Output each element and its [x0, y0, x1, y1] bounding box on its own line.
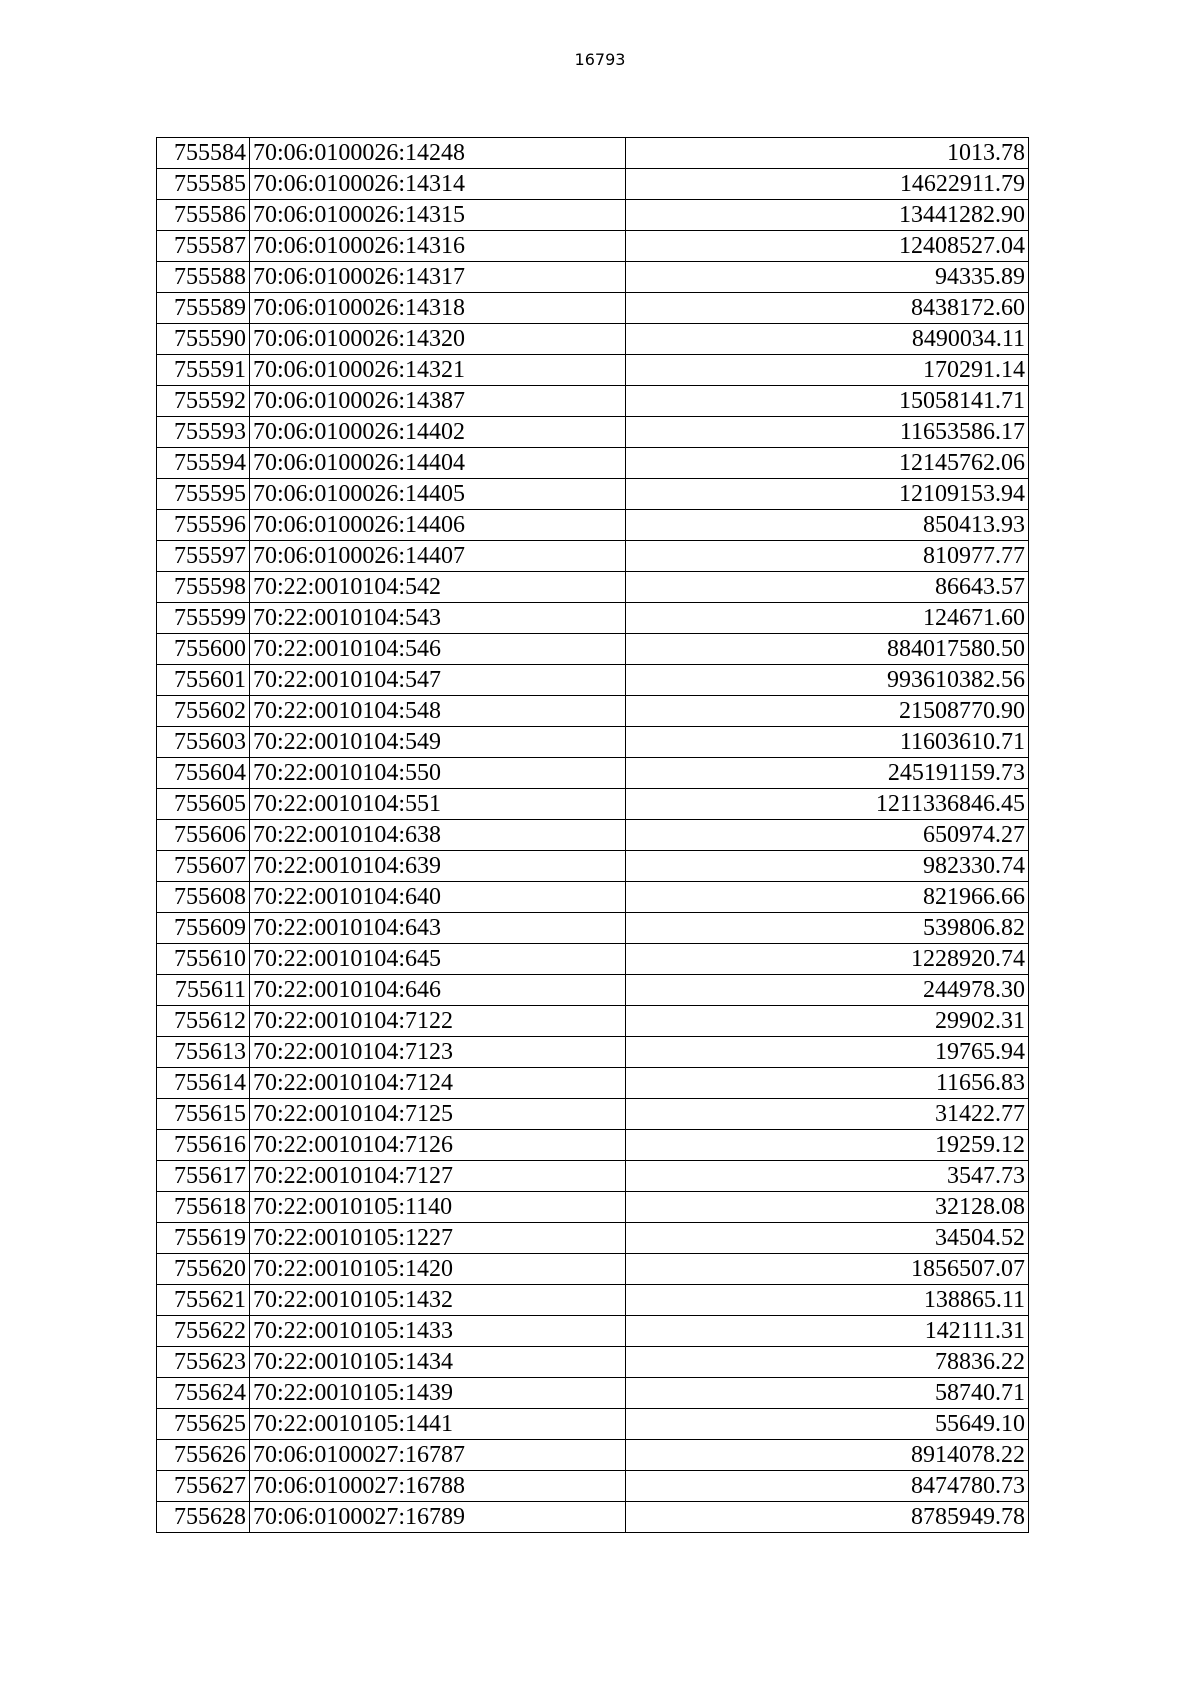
table-row [157, 1502, 1029, 1533]
row-number-cell: 755590 [157, 324, 250, 355]
cadastral-number-cell: 70:06:0100026:14387 [250, 386, 626, 417]
table-row [157, 727, 1029, 758]
row-number-cell: 755602 [157, 696, 250, 727]
cadastral-value-cell: 884017580.50 [626, 634, 1029, 665]
cadastral-value-cell: 245191159.73 [626, 758, 1029, 789]
cadastral-number-cell: 70:22:0010104:542 [250, 572, 626, 603]
cadastral-value-cell: 8914078.22 [626, 1440, 1029, 1471]
cadastral-number-cell: 70:22:0010104:7124 [250, 1068, 626, 1099]
row-number-cell: 755599 [157, 603, 250, 634]
row-number-cell: 755616 [157, 1130, 250, 1161]
cadastral-value-cell: 1013.78 [626, 138, 1029, 169]
table-row [157, 541, 1029, 572]
cadastral-value-cell: 86643.57 [626, 572, 1029, 603]
row-number-cell: 755593 [157, 417, 250, 448]
table-row [157, 510, 1029, 541]
table-row [157, 1471, 1029, 1502]
cadastral-number-cell: 70:22:0010105:1439 [250, 1378, 626, 1409]
row-number-cell: 755592 [157, 386, 250, 417]
cadastral-value-cell: 11653586.17 [626, 417, 1029, 448]
table-body [157, 138, 1029, 1533]
cadastral-number-cell: 70:22:0010104:550 [250, 758, 626, 789]
row-number-cell: 755620 [157, 1254, 250, 1285]
cadastral-number-cell: 70:22:0010105:1434 [250, 1347, 626, 1378]
table-row [157, 603, 1029, 634]
cadastral-number-cell: 70:06:0100026:14315 [250, 200, 626, 231]
table-row [157, 262, 1029, 293]
cadastral-number-cell: 70:22:0010105:1420 [250, 1254, 626, 1285]
cadastral-value-cell: 19259.12 [626, 1130, 1029, 1161]
row-number-cell: 755594 [157, 448, 250, 479]
cadastral-number-cell: 70:06:0100026:14406 [250, 510, 626, 541]
cadastral-value-cell: 13441282.90 [626, 200, 1029, 231]
table-row [157, 1192, 1029, 1223]
cadastral-number-cell: 70:22:0010104:543 [250, 603, 626, 634]
cadastral-number-cell: 70:06:0100027:16787 [250, 1440, 626, 1471]
cadastral-number-cell: 70:06:0100026:14317 [250, 262, 626, 293]
cadastral-number-cell: 70:06:0100026:14314 [250, 169, 626, 200]
row-number-cell: 755607 [157, 851, 250, 882]
page-number: 16793 [574, 50, 626, 69]
cadastral-value-cell: 31422.77 [626, 1099, 1029, 1130]
table-row [157, 572, 1029, 603]
cadastral-number-cell: 70:22:0010104:7127 [250, 1161, 626, 1192]
cadastral-number-cell: 70:22:0010104:548 [250, 696, 626, 727]
cadastral-number-cell: 70:22:0010104:7126 [250, 1130, 626, 1161]
table-row [157, 1037, 1029, 1068]
table-row [157, 1409, 1029, 1440]
row-number-cell: 755622 [157, 1316, 250, 1347]
cadastral-number-cell: 70:22:0010104:549 [250, 727, 626, 758]
cadastral-value-cell: 8785949.78 [626, 1502, 1029, 1533]
row-number-cell: 755624 [157, 1378, 250, 1409]
table-row [157, 1347, 1029, 1378]
table-row [157, 1161, 1029, 1192]
cadastral-value-cell: 539806.82 [626, 913, 1029, 944]
cadastral-value-cell: 8490034.11 [626, 324, 1029, 355]
cadastral-number-cell: 70:06:0100026:14320 [250, 324, 626, 355]
table-row [157, 386, 1029, 417]
cadastral-value-cell: 810977.77 [626, 541, 1029, 572]
table-row [157, 758, 1029, 789]
row-number-cell: 755596 [157, 510, 250, 541]
row-number-cell: 755612 [157, 1006, 250, 1037]
table-row [157, 355, 1029, 386]
cadastral-value-cell: 12109153.94 [626, 479, 1029, 510]
table-row [157, 1068, 1029, 1099]
cadastral-number-cell: 70:22:0010104:645 [250, 944, 626, 975]
table-row [157, 665, 1029, 696]
cadastral-value-cell: 12408527.04 [626, 231, 1029, 262]
cadastral-value-cell: 21508770.90 [626, 696, 1029, 727]
cadastral-number-cell: 70:22:0010104:546 [250, 634, 626, 665]
row-number-cell: 755598 [157, 572, 250, 603]
cadastral-value-cell: 32128.08 [626, 1192, 1029, 1223]
table-row [157, 634, 1029, 665]
cadastral-value-cell: 1228920.74 [626, 944, 1029, 975]
cadastral-value-cell: 1211336846.45 [626, 789, 1029, 820]
cadastral-number-cell: 70:22:0010105:1140 [250, 1192, 626, 1223]
cadastral-number-cell: 70:22:0010104:640 [250, 882, 626, 913]
table-row [157, 231, 1029, 262]
table-row [157, 789, 1029, 820]
cadastral-number-cell: 70:22:0010104:7125 [250, 1099, 626, 1130]
table-row [157, 1099, 1029, 1130]
table-row [157, 696, 1029, 727]
cadastral-value-cell: 993610382.56 [626, 665, 1029, 696]
cadastral-value-cell: 1856507.07 [626, 1254, 1029, 1285]
cadastral-value-cell: 58740.71 [626, 1378, 1029, 1409]
cadastral-value-cell: 142111.31 [626, 1316, 1029, 1347]
cadastral-number-cell: 70:22:0010104:643 [250, 913, 626, 944]
cadastral-value-cell: 29902.31 [626, 1006, 1029, 1037]
cadastral-value-cell: 8438172.60 [626, 293, 1029, 324]
row-number-cell: 755623 [157, 1347, 250, 1378]
table-row [157, 1440, 1029, 1471]
cadastral-number-cell: 70:06:0100026:14404 [250, 448, 626, 479]
row-number-cell: 755603 [157, 727, 250, 758]
row-number-cell: 755591 [157, 355, 250, 386]
row-number-cell: 755589 [157, 293, 250, 324]
cadastral-value-cell: 8474780.73 [626, 1471, 1029, 1502]
row-number-cell: 755609 [157, 913, 250, 944]
row-number-cell: 755615 [157, 1099, 250, 1130]
table-row [157, 1006, 1029, 1037]
cadastral-number-cell: 70:22:0010104:7123 [250, 1037, 626, 1068]
cadastral-number-cell: 70:22:0010104:551 [250, 789, 626, 820]
row-number-cell: 755621 [157, 1285, 250, 1316]
row-number-cell: 755605 [157, 789, 250, 820]
cadastral-value-cell: 11656.83 [626, 1068, 1029, 1099]
table-row [157, 913, 1029, 944]
row-number-cell: 755604 [157, 758, 250, 789]
table-row [157, 324, 1029, 355]
cadastral-value-cell: 94335.89 [626, 262, 1029, 293]
cadastral-number-cell: 70:06:0100026:14321 [250, 355, 626, 386]
row-number-cell: 755600 [157, 634, 250, 665]
table-row [157, 851, 1029, 882]
cadastral-number-cell: 70:22:0010105:1441 [250, 1409, 626, 1440]
cadastral-number-cell: 70:06:0100026:14248 [250, 138, 626, 169]
cadastral-value-cell: 821966.66 [626, 882, 1029, 913]
row-number-cell: 755619 [157, 1223, 250, 1254]
cadastral-number-cell: 70:06:0100026:14318 [250, 293, 626, 324]
cadastral-value-cell: 34504.52 [626, 1223, 1029, 1254]
cadastral-value-cell: 850413.93 [626, 510, 1029, 541]
cadastral-number-cell: 70:22:0010105:1432 [250, 1285, 626, 1316]
cadastral-value-table [156, 137, 1029, 1533]
table-row [157, 417, 1029, 448]
table-row [157, 944, 1029, 975]
cadastral-number-cell: 70:06:0100027:16788 [250, 1471, 626, 1502]
table-row [157, 200, 1029, 231]
cadastral-number-cell: 70:06:0100026:14402 [250, 417, 626, 448]
cadastral-value-cell: 19765.94 [626, 1037, 1029, 1068]
row-number-cell: 755601 [157, 665, 250, 696]
row-number-cell: 755608 [157, 882, 250, 913]
table-row [157, 138, 1029, 169]
table-row [157, 1223, 1029, 1254]
cadastral-value-cell: 78836.22 [626, 1347, 1029, 1378]
cadastral-value-cell: 14622911.79 [626, 169, 1029, 200]
cadastral-value-cell: 55649.10 [626, 1409, 1029, 1440]
table-row [157, 1285, 1029, 1316]
cadastral-number-cell: 70:22:0010104:7122 [250, 1006, 626, 1037]
table-row [157, 975, 1029, 1006]
cadastral-number-cell: 70:22:0010104:639 [250, 851, 626, 882]
row-number-cell: 755626 [157, 1440, 250, 1471]
cadastral-value-cell: 12145762.06 [626, 448, 1029, 479]
row-number-cell: 755610 [157, 944, 250, 975]
row-number-cell: 755611 [157, 975, 250, 1006]
cadastral-number-cell: 70:06:0100026:14407 [250, 541, 626, 572]
cadastral-number-cell: 70:22:0010104:547 [250, 665, 626, 696]
cadastral-value-cell: 650974.27 [626, 820, 1029, 851]
cadastral-number-cell: 70:22:0010105:1433 [250, 1316, 626, 1347]
table-row [157, 293, 1029, 324]
cadastral-number-cell: 70:22:0010104:646 [250, 975, 626, 1006]
row-number-cell: 755614 [157, 1068, 250, 1099]
row-number-cell: 755587 [157, 231, 250, 262]
table-row [157, 1254, 1029, 1285]
cadastral-number-cell: 70:06:0100026:14316 [250, 231, 626, 262]
cadastral-value-cell: 11603610.71 [626, 727, 1029, 758]
table-row [157, 1316, 1029, 1347]
row-number-cell: 755585 [157, 169, 250, 200]
cadastral-number-cell: 70:06:0100027:16789 [250, 1502, 626, 1533]
row-number-cell: 755597 [157, 541, 250, 572]
cadastral-number-cell: 70:22:0010104:638 [250, 820, 626, 851]
row-number-cell: 755606 [157, 820, 250, 851]
cadastral-value-cell: 982330.74 [626, 851, 1029, 882]
cadastral-number-cell: 70:06:0100026:14405 [250, 479, 626, 510]
row-number-cell: 755625 [157, 1409, 250, 1440]
row-number-cell: 755588 [157, 262, 250, 293]
table-row [157, 820, 1029, 851]
cadastral-value-cell: 15058141.71 [626, 386, 1029, 417]
table-row [157, 1378, 1029, 1409]
row-number-cell: 755627 [157, 1471, 250, 1502]
table-row [157, 1130, 1029, 1161]
table-row [157, 882, 1029, 913]
cadastral-value-cell: 3547.73 [626, 1161, 1029, 1192]
table-row [157, 169, 1029, 200]
row-number-cell: 755617 [157, 1161, 250, 1192]
cadastral-value-cell: 244978.30 [626, 975, 1029, 1006]
row-number-cell: 755586 [157, 200, 250, 231]
table-row [157, 479, 1029, 510]
cadastral-value-cell: 124671.60 [626, 603, 1029, 634]
table-row [157, 448, 1029, 479]
cadastral-value-cell: 170291.14 [626, 355, 1029, 386]
row-number-cell: 755628 [157, 1502, 250, 1533]
row-number-cell: 755595 [157, 479, 250, 510]
row-number-cell: 755618 [157, 1192, 250, 1223]
row-number-cell: 755584 [157, 138, 250, 169]
cadastral-number-cell: 70:22:0010105:1227 [250, 1223, 626, 1254]
row-number-cell: 755613 [157, 1037, 250, 1068]
cadastral-value-cell: 138865.11 [626, 1285, 1029, 1316]
